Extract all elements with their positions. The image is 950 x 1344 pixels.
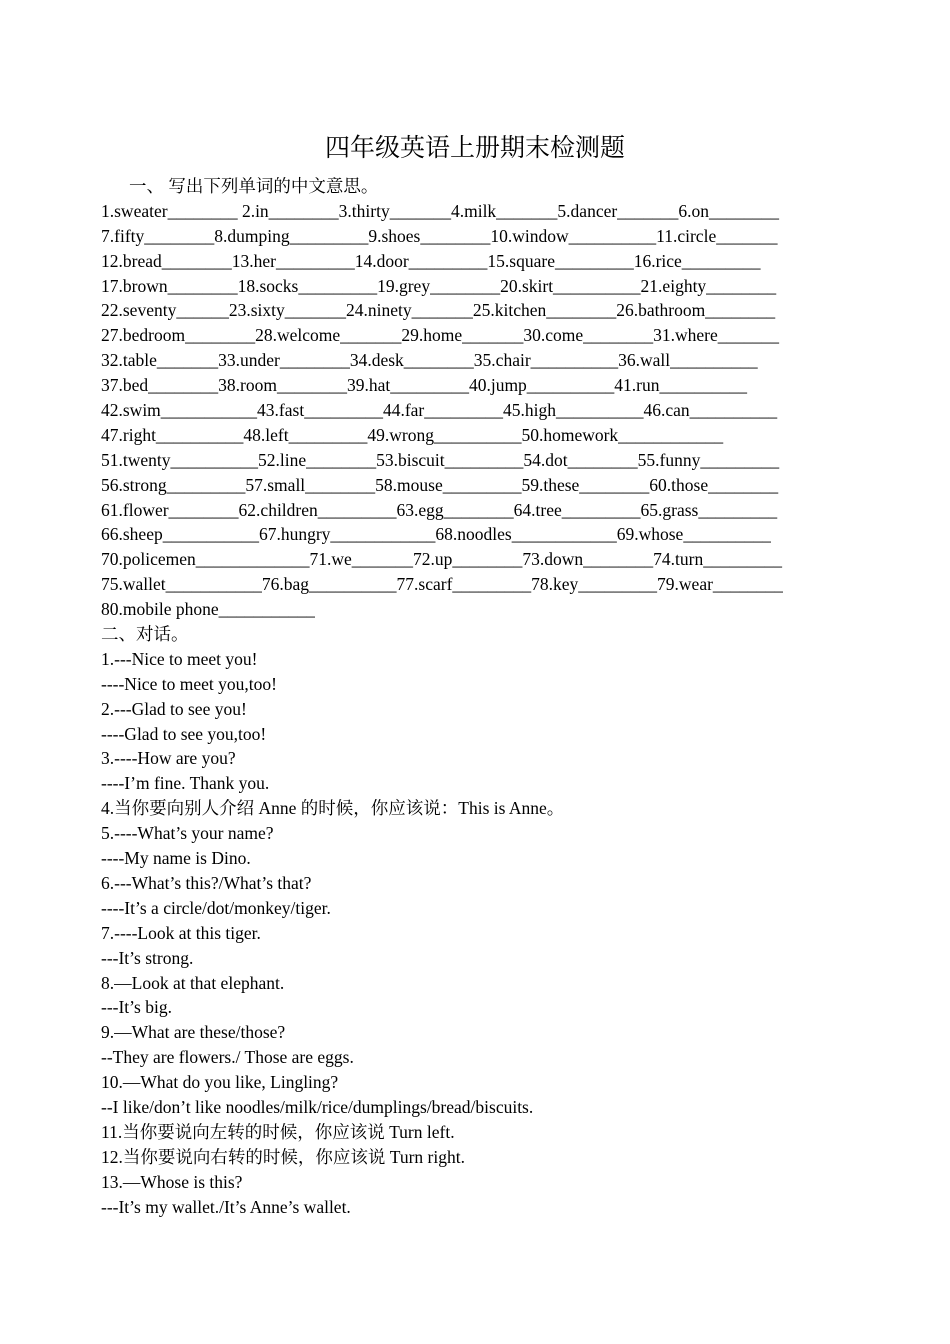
worksheet-content [101,174,861,1219]
vocab-line: 66.sheep___________67.hungry____________68.noodles____________69.whose__________ [101,524,771,545]
vocab-line: 7.fifty________8.dumping_________9.shoes________10.window__________11.circle_______ [101,225,778,246]
vocabulary-list [101,199,861,622]
section-2-heading: 二、对话。 [101,624,189,645]
dialogue-line: 1.---Nice to meet you! [101,648,258,669]
dialogue-line: 7.----Look at this tiger. [101,922,261,943]
dialogue-list [101,647,861,1219]
vocab-line: 47.right__________48.left_________49.wrong__________50.homework____________ [101,424,724,445]
dialogue-line: ----Glad to see you,too! [101,723,267,744]
dialogue-line: 9.—What are these/those? [101,1022,286,1043]
vocab-line: 32.table_______33.under________34.desk________35.chair__________36.wall__________ [101,350,758,371]
page-title: 四年级英语上册期末检测题 [324,135,625,162]
vocab-line: 1.sweater________ 2.in________3.thirty_______4.milk_______5.dancer_______6.on________ [101,200,780,221]
vocab-line: 70.policemen_____________71.we_______72.up________73.down________74.turn_________ [101,549,782,570]
vocab-line: 12.bread________13.her_________14.door_________15.square_________16.rice_________ [101,250,761,271]
dialogue-line: ----I’m fine. Thank you. [101,773,270,794]
dialogue-line: ---It’s strong. [101,947,194,968]
dialogue-line: ---It’s my wallet./It’s Anne’s wallet. [101,1196,351,1217]
vocab-line: 75.wallet___________76.bag__________77.scarf_________78.key_________79.wear________ [101,574,783,595]
dialogue-line: --They are flowers./ Those are eggs. [101,1047,354,1068]
vocab-line: 51.twenty__________52.line________53.biscuit_________54.dot________55.funny_________ [101,449,780,470]
dialogue-line: 3.----How are you? [101,748,236,769]
dialogue-line: --I like/don’t like noodles/milk/rice/dumplings/bread/biscuits. [101,1096,534,1117]
vocab-line: 42.swim___________43.fast_________44.far_________45.high__________46.can__________ [101,400,778,421]
dialogue-line: 12.当你要说向右转的时候，你应该说 Turn right. [101,1146,465,1167]
vocab-line: 61.flower________62.children_________63.egg________64.tree_________65.grass_________ [101,499,778,520]
vocab-line: 22.seventy______23.sixty_______24.ninety_______25.kitchen________26.bathroom________ [101,300,776,321]
dialogue-line: ----My name is Dino. [101,848,251,869]
dialogue-line: 8.—Look at that elephant. [101,972,285,993]
dialogue-line: 4.当你要向别人介绍 Anne 的时候，你应该说：This is Anne。 [101,798,565,819]
dialogue-line: 13.—Whose is this? [101,1171,243,1192]
dialogue-line: 11.当你要说向左转的时候，你应该说 Turn left. [101,1121,455,1142]
dialogue-line: ----Nice to meet you,too! [101,673,277,694]
vocab-line: 27.bedroom________28.welcome_______29.home_______30.come________31.where_______ [101,325,780,346]
dialogue-line: 5.----What’s your name? [101,823,274,844]
vocab-line: 56.strong_________57.small________58.mouse_________59.these________60.those________ [101,474,779,495]
section-1-heading: 一、 写出下列单词的中文意思。 [129,176,379,196]
dialogue-line: ----It’s a circle/dot/monkey/tiger. [101,897,331,918]
dialogue-line: 10.—What do you like, Lingling? [101,1072,339,1093]
vocab-line: 17.brown________18.socks_________19.grey________20.skirt__________21.eighty________ [101,275,777,296]
vocab-line: 37.bed________38.room________39.hat_________40.jump__________41.run__________ [101,375,748,396]
dialogue-line: 2.---Glad to see you! [101,698,247,719]
dialogue-line: ---It’s big. [101,997,172,1018]
vocab-line: 80.mobile phone___________ [101,599,315,620]
dialogue-line: 6.---What’s this?/What’s that? [101,872,312,893]
